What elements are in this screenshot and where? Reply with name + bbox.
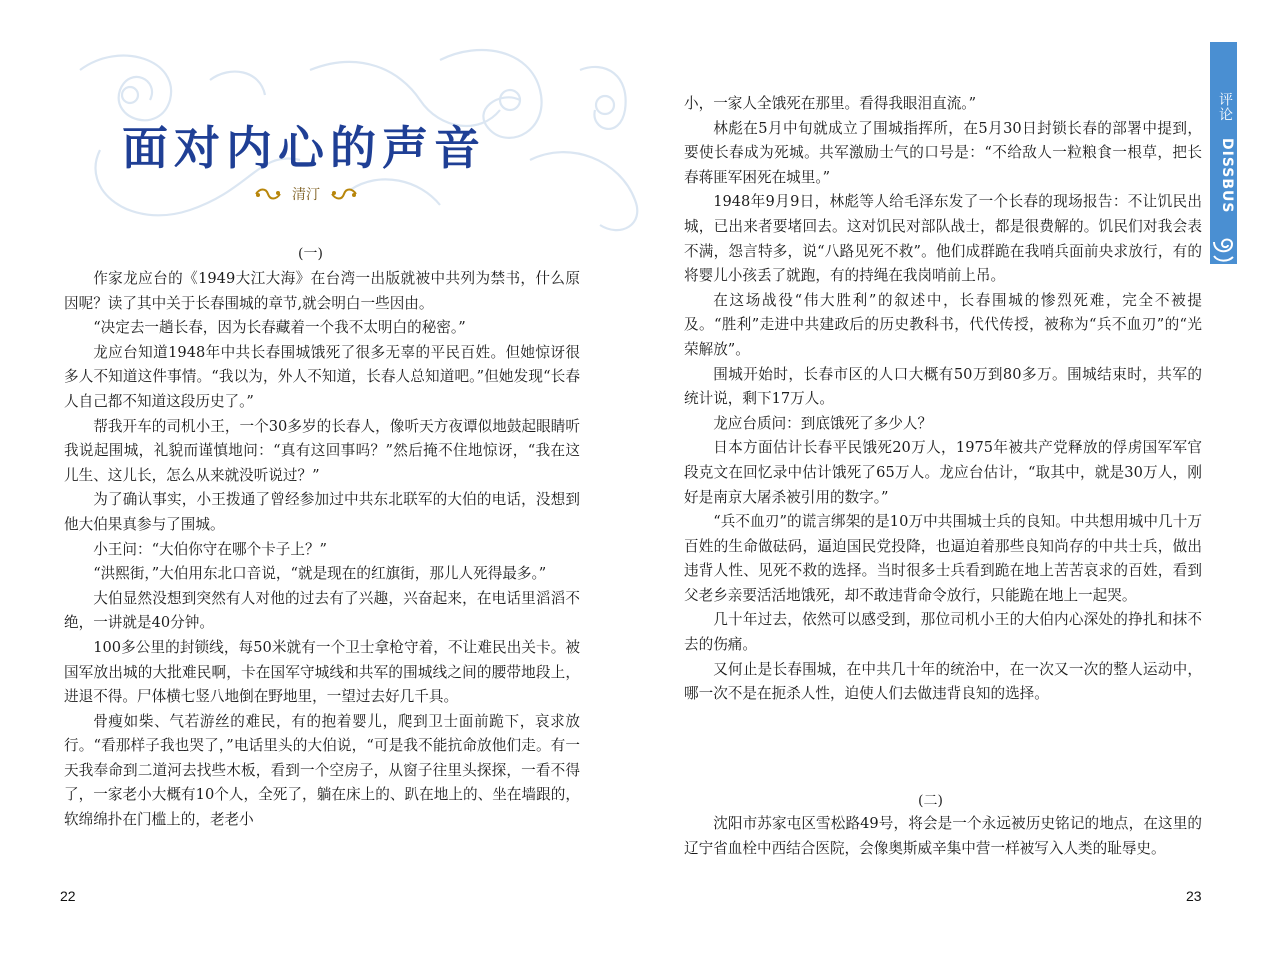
paragraph: “决定去一趟长春，因为长春藏着一个我不太明白的秘密。” bbox=[93, 319, 466, 337]
paragraph: 林彪在5月中旬就成立了围城指挥所，在5月30日封锁长春的部署中提到，要使长春成为死城。共军激励士气的口号是：“不给敌人一粒粮食一根草，把长春蒋匪军困死在城里。” bbox=[684, 119, 1202, 186]
right-flourish-icon bbox=[330, 187, 358, 201]
paragraph: 1948年9月9日，林彪等人给毛泽东发了一个长春的现场报告：不让饥民出城，已出来者要堵回去。这对饥民对部队战士，都是很费解的。饥民们对我会表不满，怨言特多，说“八路见死不救”。他们成群跪在我哨兵面前央求放行，有的将婴儿小孩丢了就跑，有的持绳在我岗哨前上吊。 bbox=[684, 193, 1202, 285]
tab-curl-ornament-icon bbox=[1210, 236, 1237, 264]
paragraph: 大伯显然没想到突然有人对他的过去有了兴趣，兴奋起来，在电话里滔滔不绝，一讲就是40分钟。 bbox=[64, 589, 580, 632]
paragraph: 沈阳市苏家屯区雪松路49号，将会是一个永远被历史铭记的地点，在这里的辽宁省血栓中西结合医院，会像奥斯威辛集中营一样被写入人类的耻辱史。 bbox=[684, 815, 1202, 857]
paragraph: 小，一家人全饿死在那里。看得我眼泪直流。” bbox=[684, 95, 977, 112]
paragraph: 又何止是长春围城，在中共几十年的统治中，在一次又一次的整人运动中，哪一次不是在扼杀人性，迫使人们去做违背良知的选择。 bbox=[684, 660, 1202, 703]
left-page bbox=[0, 0, 632, 978]
page-number-right: 23 bbox=[1186, 888, 1202, 904]
paragraph: 100多公里的封锁线，每50米就有一个卫士拿枪守着，不让难民出关卡。被国军放出城的大批难民啊，卡在国军守城线和共军的围城线之间的腰带地段上，进退不得。尸体横七竖八地倒在野地里，一望过去好几千具。 bbox=[64, 638, 580, 706]
author-name: 清汀 bbox=[292, 187, 320, 203]
paragraph: 龙应台质问：到底饿死了多少人？ bbox=[713, 414, 933, 432]
right-text-column bbox=[684, 92, 1202, 707]
paragraph: 龙应台知道1948年中共长春围城饿死了很多无辜的平民百姓。但她惊讶很多人不知道这件事情。“我以为，外人不知道，长春人总知道吧。”但她发现“长春人自己都不知道这段历史了。” bbox=[64, 343, 580, 410]
paragraph: 小王问：“大伯你守在哪个卡子上？” bbox=[93, 540, 328, 558]
category-label: 评论 bbox=[1217, 92, 1233, 122]
author-byline bbox=[254, 184, 358, 204]
paragraph: 作家龙应台的《1949大江大海》在台湾一出版就被中共列为禁书，什么原因呢？读了其中关于长春围城的章节,就会明白一些因由。 bbox=[64, 270, 580, 312]
paragraph: “兵不血刃”的谎言绑架的是10万中共围城士兵的良知。中共想用城中几十万百姓的生命做砝码，逼迫国民党投降，也逼迫着那些良知尚存的中共士兵，做出违背人性、见死不救的选择。当时很多士兵看到跪在地上苦苦哀求的百姓，看到父老乡亲要活活地饿死，却不敢违背命令放行，只能跪在地上一起哭。 bbox=[684, 513, 1202, 604]
paragraph: 为了确认事实，小王拨通了曾经参加过中共东北联军的大伯的电话，没想到他大伯果真参与了围城。 bbox=[64, 491, 580, 533]
section-heading-2: (二) bbox=[918, 793, 943, 809]
right-text-column-section-2 bbox=[684, 812, 1202, 861]
category-latin-label: DISSBUS bbox=[1219, 138, 1235, 214]
paragraph: 围城开始时，长春市区的人口大概有50万到80多万。围城结束时，共军的统计说，剩下17万人。 bbox=[684, 365, 1202, 408]
left-text-column bbox=[64, 267, 580, 833]
category-side-tab bbox=[1210, 42, 1237, 264]
paragraph: 在这场战役“伟大胜利”的叙述中，长春围城的惨烈死难，完全不被提及。“胜利”走进中共建政后的历史教科书，代代传授，被称为“兵不血刃”的“光荣解放”。 bbox=[684, 291, 1202, 358]
paragraph: 骨瘦如柴、气若游丝的难民，有的抱着婴儿，爬到卫士面前跪下，哀求放行。“看那样子我也哭了，”电话里头的大伯说，“可是我不能抗命放他们走。有一天我奉命到二道河去找些木板，看到一个空房子，从窗子往里头探探，一看不得了，一家老小大概有10个人，全死了，躺在床上的、趴在地上的、坐在墙跟的，软绵绵扑在门槛上的，老老小 bbox=[64, 712, 580, 829]
article-title: 面对内心的声音 bbox=[122, 121, 486, 175]
page-number-left: 22 bbox=[60, 888, 76, 904]
paragraph: “洪熙街，”大伯用东北口音说，“就是现在的红旗街，那儿人死得最多。” bbox=[93, 565, 547, 583]
paragraph: 日本方面估计长春平民饿死20万人，1975年被共产党释放的俘虏国军军官段克文在回忆录中估计饿死了65万人。龙应台估计，“取其中，就是30万人，刚好是南京大屠杀被引用的数字。” bbox=[684, 439, 1202, 506]
right-page bbox=[632, 0, 1265, 978]
left-flourish-icon bbox=[254, 187, 282, 201]
paragraph: 几十年过去，依然可以感受到，那位司机小王的大伯内心深处的挣扎和抹不去的伤痛。 bbox=[684, 611, 1202, 654]
section-heading-1: (一) bbox=[298, 246, 323, 262]
paragraph: 帮我开车的司机小王，一个30多岁的长春人，像听天方夜谭似地鼓起眼睛听我说起围城，礼貌而谨慎地问：“真有这回事吗？”然后掩不住地惊讶，“我在这儿生、这儿长，怎么从来就没听说过？” bbox=[64, 417, 580, 484]
